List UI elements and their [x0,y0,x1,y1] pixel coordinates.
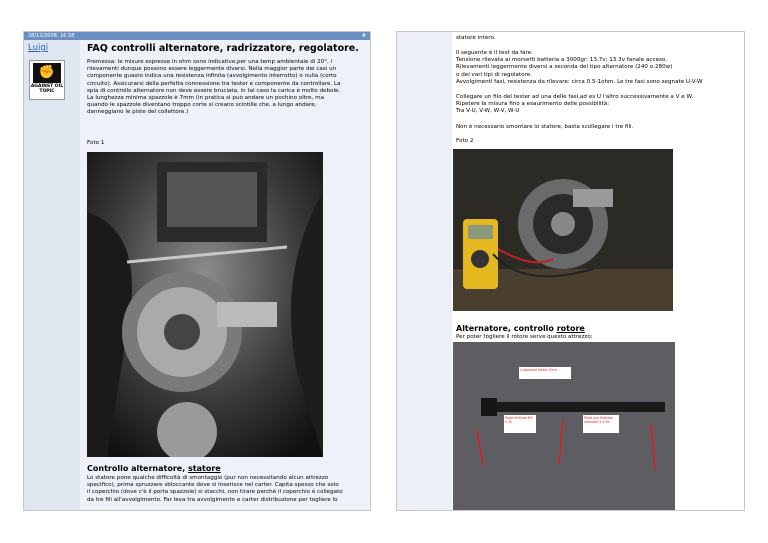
left-page [23,31,371,511]
user-sidebar [24,40,80,511]
avatar-caption: AGAINST OIL TOPIC [30,84,64,94]
test-text: Il seguente è il test da fare. Tensione rilevata ai morsetti batteria a 3000gr: 13.7v; 13.3v fanale acceso. Rilevamenti leggermente diversi a seconda del tipo alternatore (240 o 280w) o dei vari tipi di regolatore. Avvolgimenti fasi, resistenza da rilevare: circa 0.5-1ohm. Le tre fasi sono segnate U-V-W [456,50,703,85]
post-number[interactable]: # [361,33,366,39]
tool-label-threaded: Parte filettata M5 x 35 [504,415,536,433]
rotor-text: Per poter togliere il rotore serve questo attrezzo: [456,334,593,340]
stator-note: Non è necessario smontare lo statore, basta scollegare i tre fili. [456,124,634,130]
right-page [396,31,745,511]
section-rotor-heading [456,324,585,333]
post-header-bar [24,32,370,40]
tester-text: Collegare un filo del tester ad una delle fasi,ad es U l'altro successivamente a V e W. Ripetere la misura fino a esaurimento delle possibilità: Tra V-U, V-W, W-V, W-U [456,94,694,115]
fist-icon: ✊ [33,63,61,83]
tool-label-length: Lunghezza totale 10cm [519,367,571,379]
stator-link[interactable]: statore [188,464,221,473]
intro-text: Premessa: le misure espresse in ohm sono indicative,per una temp ambientale di 20°, i rilevamenti dunque possono essere leggermente diversi. Nella maggior parte dei casi un componente guasto indica una resistenza infinita (avvolgimento interrotto) o nulla (corto circuito). Assicurarsi della perfetta connessione tra tester e componente da controllare. La spia di controllo alternatore non deve essere bruciata, in tal caso la carica è molto debole. La lunghezza minima spazzole è 7mm (in pratica si può andare un pochino oltre, ma quando le spazzole diventano troppo corte si creano scintille che, a lungo andare, danneggiano le piste del collettore.) [87,59,341,116]
top-text: statore intero. [456,35,496,41]
section-stator-heading [87,464,221,473]
post-title: FAQ controlli alternatore, radrizzatore, regolatore. [87,43,359,54]
foto1-label: Foto 1 [87,140,105,146]
photo-stator-tester [453,149,673,311]
stator-text: Lo statore pone qualche difficoltà di smontaggio (pur non necessitando alcun attrezzo specifico), prima spruzzare sbloccante dove si inserisce nel carter. Capita spesso che solo il coperchio (dove c'è il porta spazzole) si stacchi, non tirare perché il coperchio è collegato da tre fili all'avvolgimento. Far leva tra avvolgimento e carter distribuzione per togliere lo [87,475,343,503]
right-sidebar [397,32,452,511]
foto2-label: Foto 2 [456,138,474,144]
section-rotor-prefix: Alternatore, controllo [456,324,557,333]
avatar [29,60,65,100]
photo-engine-alternator [87,152,323,457]
post-date: 28/12/2008, 16.58 [28,33,75,39]
tool-label-unthreaded: Parte non filettata diametro 5 X 60 [583,415,619,433]
photo-rotor-tool [453,342,675,510]
username-link[interactable]: Luigi [28,43,49,53]
section-stator-prefix: Controllo alternatore, [87,464,189,473]
rotor-link[interactable]: rotore [556,324,585,333]
